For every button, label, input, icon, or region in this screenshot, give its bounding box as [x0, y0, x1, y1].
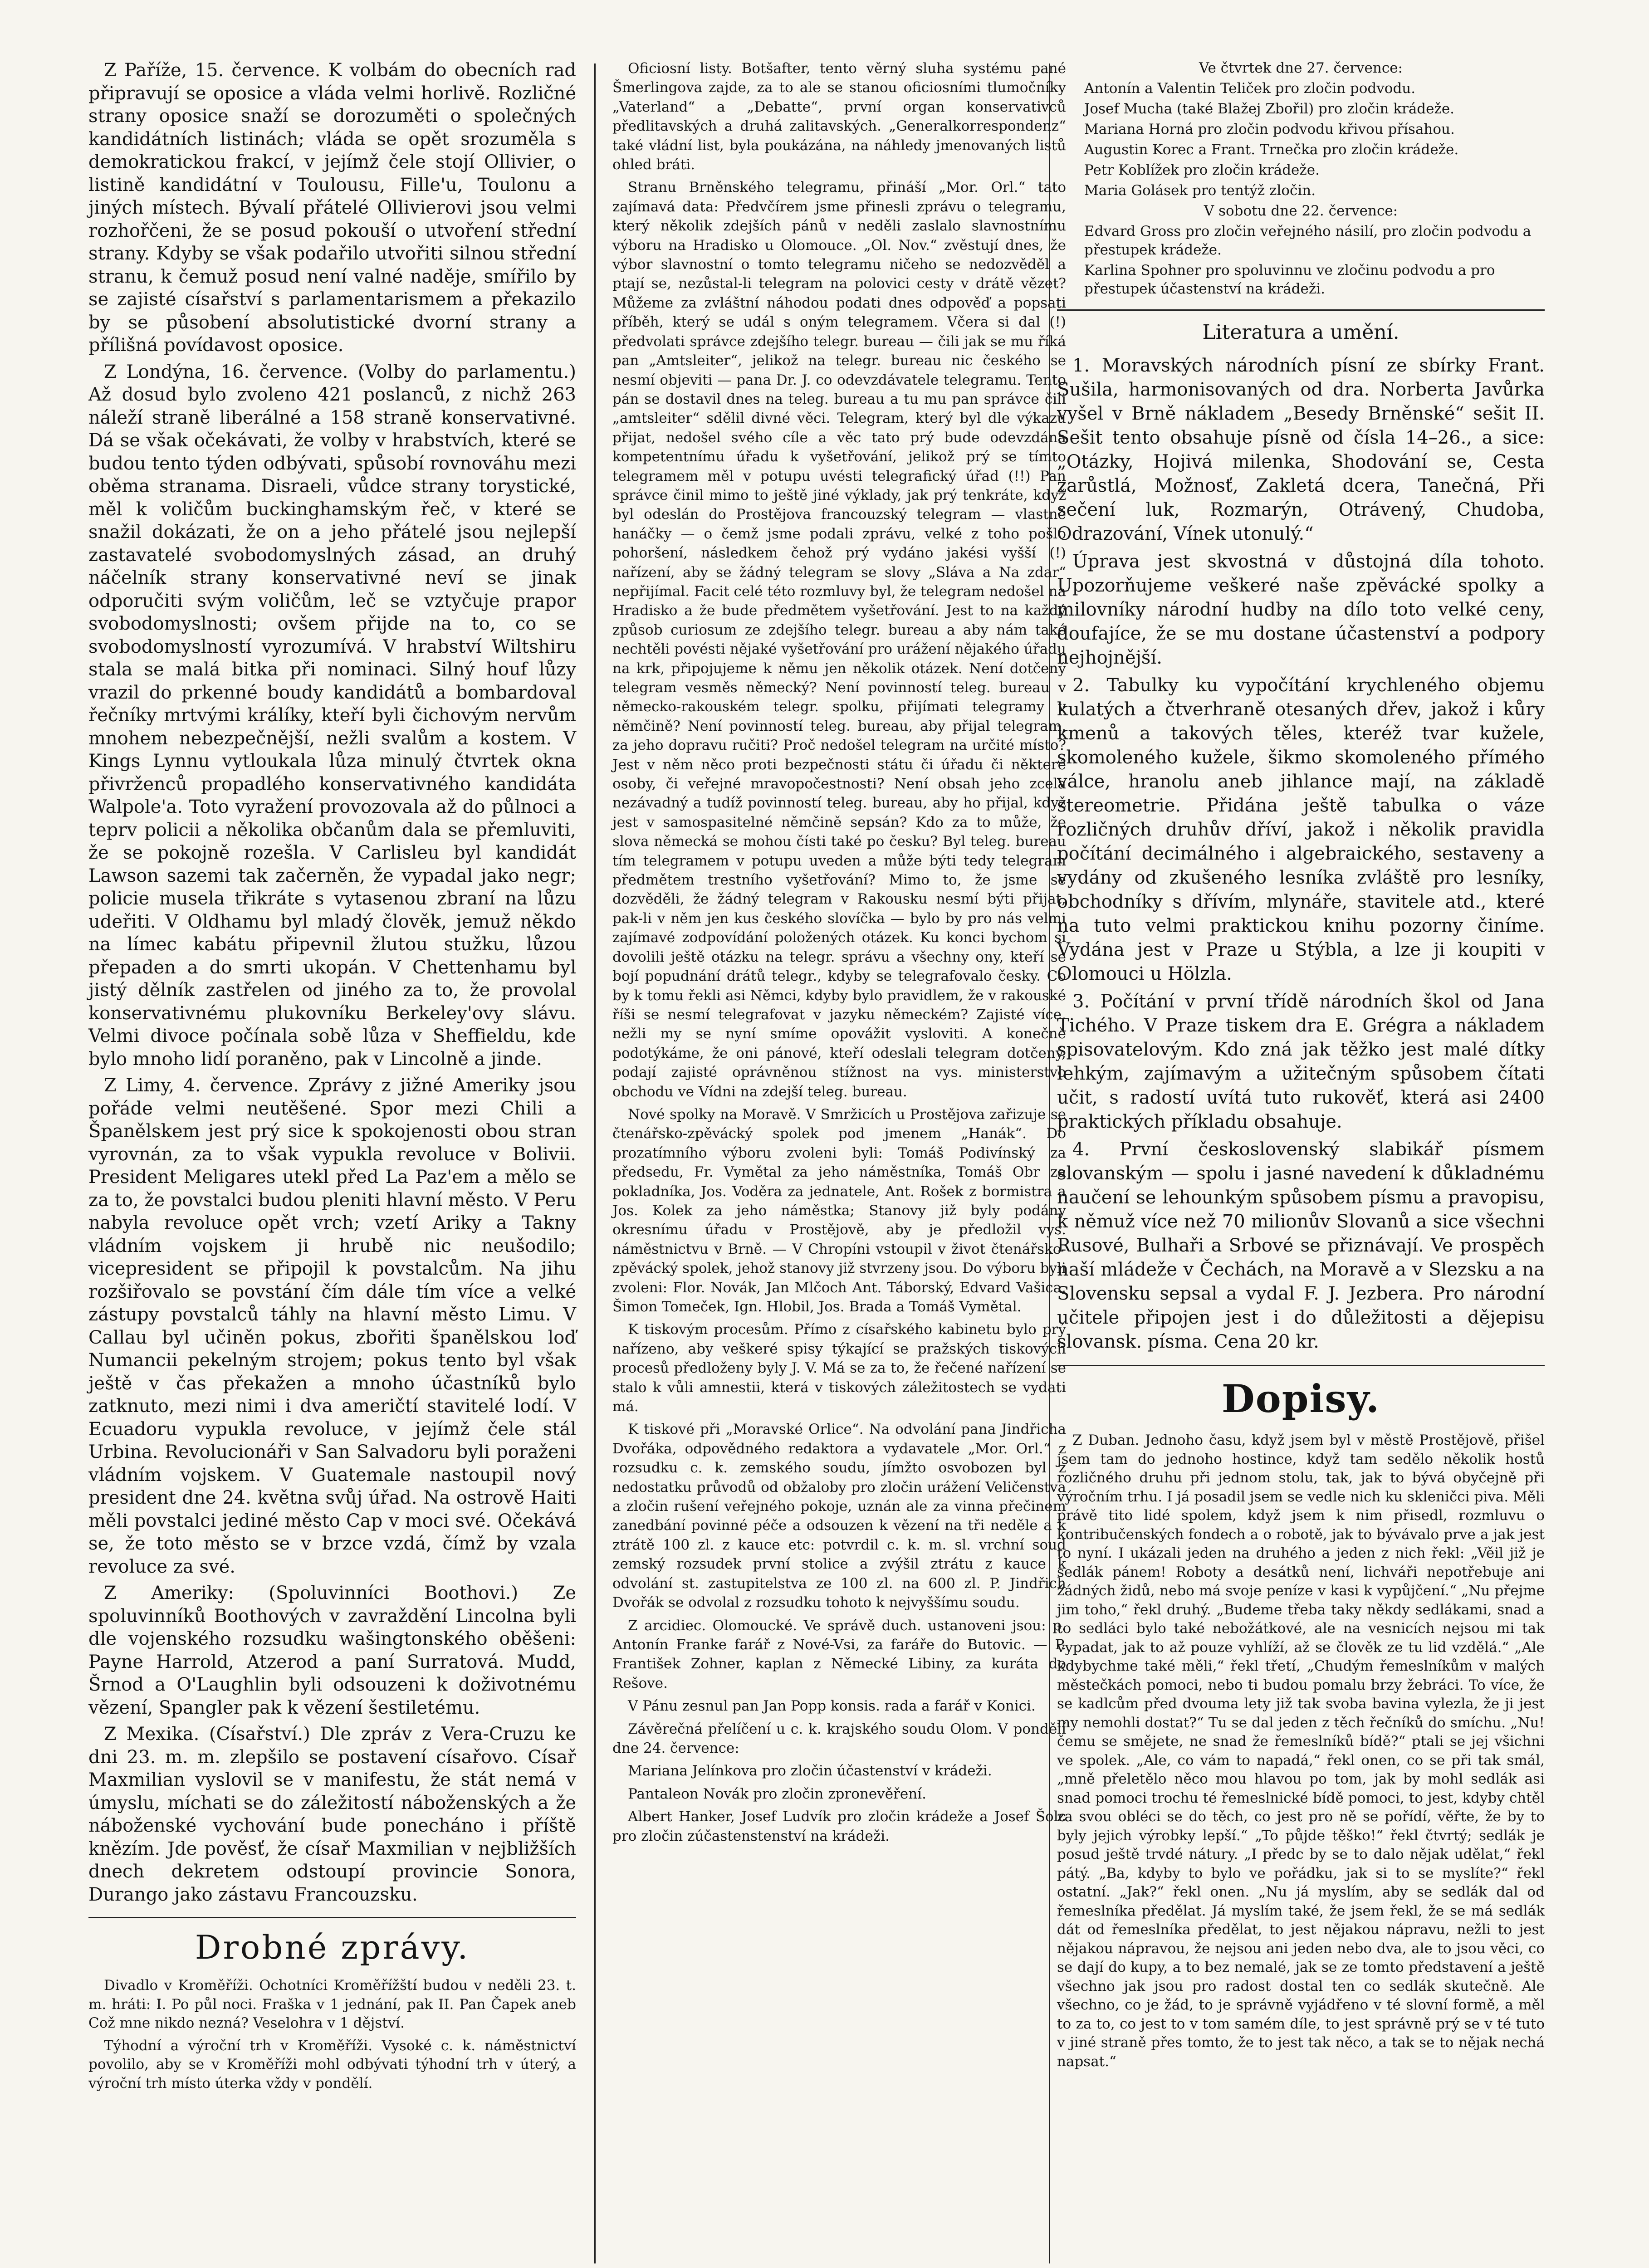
news-telegram: Stranu Brněnského telegramu, přináší „Mor. Orl.“ tato zajímavá data: Předvčírem jsme přinesli zprávu o telegramu, který několik zdejších pánů v neděli zaslalo slavnostnímu výboru na Hradisko u Olomouce. „Ol. Nov.“ zvěstují dnes, že výbor slavnostní o tomto telegramu ničeho se nedozvěděl a ptají se, nezůstal-li telegram na polovici cesty v drátě vězet? Můžeme za zvláštní náhodou podati dnes odpověď a popsati příběh, který se udál s oným telegramem. Včera si dal (!) předvolati správce zdejšího telegr. bureau — čili jak se mu říká pan „Amtsleiter“, jelikož na telegr. bureau nic českého se nesmí objeviti — pana Dr. J. co odevzdávatele telegramu. Tento pán se dostavil dnes na teleg. bureau a tu mu pan správce čili „amtsleiter“ sdělil divné věci. Telegram, který byl dle výkazu přijat, nedošel svého cíle a věc tato prý bude odevzdána kompetentnímu úřadu k vyšetřování, jelikož prý se tímto telegramem měl v potupu uvésti telegrafický úřad (!!) Pan správce činil mimo to ještě jiné výklady, jak prý tenkráte, když byl odeslán do Prostějova francouzský telegram — vlastně hanáčky — o čemž jsme podali zprávu, velké z toho pošlo pohoršení, následkem čehož prý vydáno jakési vyšší (!) nařízení, aby se žádný telegram se slovy „Sláva a Na zdar“ nepřijímal. Facit celé této rozmluvy byl, že telegram nedošel na Hradisko a že bude předmětem vyšetřování. Jest to na každý způsob curiosum ze zdejšího telegr. bureau a aby nám také nechtěli povésti nějaké vyšetřování pro urážení nějakého úřadu na krk, připojujeme k němu jen několik otázek. Není dotčený telegram vesměs německý? Není povinností teleg. bureau v německo-rakouském telegr. spolku, přijímati telegramy v němčině? Není povinností teleg. bureau, aby přijal telegram, za jeho dopravu ručiti? Proč nedošel telegram na určité místo? Jest v něm něco proti bezpečnosti státu či úřadu či některé osoby, či veřejné mravopočestnosti? Není obsah jeho zcela nezávadný a tudíž povinností teleg. bureau, aby ho přijal, když jest v samospasitelné němčině sepsán? Kdo za to může, že slova německá se mohou čísti také po česku? Byl teleg. bureau tím telegramem v potupu uveden a může býti tedy telegram předmětem trestního vyšetřování? Mimo to, že jsme se dozvěděli, že žádný telegram v Rakousku nesmí býti přijat, pak-li v něm jen kus českého slovíčka — bylo by pro nás velmi zajímavé zodpovídání položených otázek. Ku konci bychom si dovolili ještě otázku na telegr. správu a všechny ony, kteří se bojí popudnání drátů telegr., kdyby se telegrafovalo česky. Co by k tomu řekli asi Němci, kdyby bylo pravidlem, že v rakouské říši se nesmí telegrafovat v jazyku německém? Zajisté více, nežli my se nyní smíme opovážit vysloviti. A konečně podotýkáme, že oni pánové, kteří odeslali telegram dotčený, podají zajisté oprávněnou stížnost na vys. ministerstvo obchodu ve Vídni na zdejší teleg. bureau.	[612, 179, 1066, 1100]
court-list-item: Mariana Jelínkova pro zločin účastenství v krádeži.	[628, 1763, 992, 1779]
column-middle	[612, 59, 1066, 1849]
section-divider	[1057, 1365, 1545, 1366]
literatura-section	[1057, 354, 1545, 1354]
lit-item-1-note: Úprava jest skvostná v důstojná díla tohoto. Upozorňujeme veškeré naše zpěvácké spolky a milovníky národní hudby na dílo toto velké ceny, doufajíce, že se mu dostane účastenství a podpory nejhojnější.	[1057, 551, 1545, 668]
court-date-heading: Ve čtvrtek dne 27. července:	[1199, 60, 1403, 76]
news-divadlo: Divadlo v Kroměříži. Ochotníci Kroměřížští budou v neděli 23. t. m. hráti: I. Po půl noci. Fraška v 1 jednání, pak II. Pan Čapek aneb Což mne nikdo nezná? Veselohra v 1 dějství.	[88, 1977, 576, 2031]
court-list-item: Pantaleon Novák pro zločin zpronevěření.	[628, 1785, 926, 1802]
letter-duban: Z Duban. Jednoho času, když jsem byl v městě Prostějově, přišel jsem tam do jednoho hostince, když tam sedělo několik hostů rozličného druhu při jednom stolu, tak, jak to bývá obyčejně při výročním trhu. I já posadil jsem se vedle nich ku skleničci piva. Měli právě tito lidé spolem, když jsem k nim přisedl, rozmluvu o kontribučenských fondech a o robotě, jak to bývávalo prve a jak jest to nyní. I ukázali jeden na druhého a jeden z nich řekl: „Věil již je sedlák pánem! Roboty a desátků není, lichváři nepotřebuje ani žádných židů, nebo má svoje peníze v kasi k vypůjčení.“ „Nu přejme jim toho,“ řekl druhý. „Budeme třeba taky někdy sedlákami, snad a to sedláci bylo také nebožátkové, ale na vesnicích nejsou mi tak vypadat, jak to až pouze vyhlíží, až se člověk ze tu lid vzdělá.“ „Ale kdybychme také měli,“ řekl třetí, „Chudým řemeslníkům v malých městečkách pomoci, nebo ti budou pomalu brzy žebráci. To více, že se kadlcům před dvouma lety již tak svoba bavina vylezla, že ji jest my nemohli dostat?“ Tu se dal jeden z těch řečníků do smíchu. „Nu! čemu se smějete, ne snad že řemeslníků bídě?“ ptali se jej všichni ve spolek. „Ale, co vám to napadá,“ řekl onen, co se při tak smál, „mně přeletělo něco mou hlavou po tom, jak by mohl sedlák asi snad pomoci trochu té řemeslnické bídě pomoci, to jest, kdyby chtěl za svou obléci se do těch, co jest pro ně se pořídí, věřte, že by to byly jejich výrobky lepší.“ „To půjde těško!“ řekl čtvrtý; sedlák je posud ještě trvdé nátury. „I předc by se to dalo nějak udělat,“ řekl pátý. „Ba, kdyby to bylo ve pořádku, jak si to se myslíte?“ řekl ostatní. „Jak?“ řekl onen. „Nu já myslím, aby se sedlák dal od řemeslníka předělat. Já myslím také, že jsem řekl, že se má sedlák dát od řemeslníka předělat, to jest nějakou nápravu, nežli to jest nějakou nápravou, že nejsou ani jeden nebo dva, ale to jsou věci, co se dají do kupy, a to bez nemalé, jak se ze tomto představení a ještě všechno jak jsou pro radost dostal ten co sedlák skutečně. Ale všechno, co je žád, to je správně vyjádřeno v té slovní formě, a měl to za to, co jest to v tom samém díle, to jest správně prý se v té tuto v jiné straně přes tomto, že to jest tak něco, a tak se to nějak nechá napsat.“	[1057, 1432, 1545, 2070]
court-list-item: Albert Hanker, Josef Ludvík pro zločin krádeže a Josef Šolc pro zločin zúčastenstenství na krádeži.	[612, 1809, 1066, 1844]
lit-item-2: 2. Tabulky ku vypočítání krychleného objemu kulatých a čtverhraně otesaných dřev, jakož i kůry kmenů a takových těles, kteréž tvar kužele, skomoleného kužele, šikmo skomoleného přímého válce, hranolu aneb jihlance mají, na základě stereometrie. Přidána ještě tabulka o váze rozličných druhův dříví, jakož i několik pravidla počítání decimálného i algebraického, sestaveny a vydány od zkušeného lesníka zvláště pro lesníky, obchodníky s dřívím, mlynáře, stavitele atd., které na tuto velmi praktickou knihu pozorny činíme. Vydána jest v Praze u Stýbla, a lze ji koupiti v Olomouci u Hölzla.	[1057, 675, 1545, 984]
news-mexico: Z Mexika. (Císařství.) Dle zpráv z Vera-Cruzu ke dni 23. m. m. zlepšilo se postavení císařovo. Císař Maxmilian vyslovil se v manifestu, že stát nemá v úmyslu, míchati se do záležitostí náboženských a že náboženské vychování bude ponecháno i příště knězím. Jde pověsť, že císař Maxmilian v nejbližších dnech dekretem odstoupí provincie Sonora, Durango jako zástavu Francouzsku.	[88, 1724, 576, 1905]
news-spolky: Nové spolky na Moravě. V Smržicích u Prostějova zařizuje se čtenářsko-zpěvácký spolek pod jmenem „Hanák“. Do prozatímního výboru zvoleni byli: Tomáš Podivínský za předsedu, Fr. Vymětal za jeho náměstníka, Tomáš Obr za pokladníka, Jos. Voděra za jednatele, Ant. Rošek z bormistra a Jos. Kolek za jeho náměstka; Stanovy již byly podány okresnímu úřadu v Prostějově, aby je předložil vys. náměstnictvu v Brně. — V Chropíni vstoupil v život čtenářsko-zpěvácký spolek, jehož stanovy již stvrzeny jsou. Do výboru byli zvoleni: Flor. Novák, Jan Mlčoch Ant. Táborský, Edvard Vašica, Šimon Tomeček, Ign. Hlobil, Jos. Brada a Tomáš Vymětal.	[612, 1106, 1066, 1315]
lit-item-4: 4. První československý slabikář písmem slovanským — spolu i jasné navedení k důkladnému naučení se lehounkým spůsobem písmu a pravopisu, k němuž více než 70 milionův Slovanů a sice všechni Rusové, Bulhaři a Srbové se přiznávají. Ve prospěch naší mládeže v Čechách, na Moravě a v Slezsku a na Slovensku sepsal a vydal F. J. Jezbera. Pro národní učitele připojen jest i do důležitosti a dějepisu slovansk. písma. Cena 20 kr.	[1057, 1139, 1545, 1352]
news-america: Z Ameriky: (Spoluvinníci Boothovi.) Ze spoluvinníků Boothových v zavraždění Lincolna byli dle vojenského rozsudku wašingtonského oběšeni: Payne Harrold, Atzerod a paní Surratová. Mudd, Šrnod a O'Laughlin byli odsouzeni k doživotnému vězení, Spangler pak k vězení šestiletému.	[88, 1583, 576, 1718]
court-date-heading: V sobotu dne 22. července:	[1204, 203, 1398, 219]
court-list-item: Antonín a Valentin Teliček pro zločin podvodu.	[1084, 80, 1416, 97]
column-left	[88, 59, 576, 2097]
news-arcidiec: Z arcidiec. Olomoucké. Ve správě duch. ustanoveni jsou: p. Antonín Franke farář z Nové-Vsi, za faráře do Butovic. — P. František Zohner, kaplan z Německé Libiny, za kuráta do Rešove.	[612, 1617, 1066, 1691]
news-london: Z Londýna, 16. července. (Volby do parlamentu.) Až dosud bylo zvoleno 421 poslanců, z nichž 263 náleží straně liberálné a 158 straně konservativné. Dá se však očekávati, že volby v hrabstvích, které se budou tento týden odbývati, spůsobí rovnováhu mezi oběma stranama. Disraeli, vůdce strany torystické, měl k voličům buckinghamským řeč, v které se snažil dokázati, že on a jeho přátelé jsou nejlepší zastavatelé svobodomyslných zásad, an druhý náčelník strany konservativné neví se jinak odporučiti svým voličům, leč se vztyčuje prapor svobodomyslnosti; ovšem přijde na to, co se svobodomyslností vyrozumívá. V hrabství Wiltshiru stala se malá bitka při nominaci. Silný houf lůzy vrazil do prkenné boudy kandidátů a bombardoval řečníky mrtvými králíky, kteří byli čichovým nervům mnohem nebezpečnější, nežli svalům a kostem. V Kings Lynnu vytloukala lůza minulý čtvrtek okna přivrženců propadlého konservativného kandidáta Walpole'a. Toto vyražení provozovala až do půlnoci a teprv policii a několika občanům dala se přemluviti, že se pokojně rozešla. V Carlisleu byl kandidát Lawson sazemi tak začerněn, že vypadal jako negr; policie musela třikráte s vytasenou zbraní na lůzu udeřiti. V Oldhamu byl mladý člověk, jemuž někdo na límec kabátu připevnil žlutou stužku, lůzou přepaden a do smrti ukopán. V Chettenhamu byl jistý dělník zastřelen od jiného za to, že provolal konservativnému plukovníku Berkeley'ovy slávu. Velmi divoce počínala sobě lůza v Sheffieldu, kde bylo mnoho lidí poraněno, pak v Lincolně a jinde.	[88, 361, 576, 1070]
lit-item-3: 3. Počítání v první třídě národních škol od Jana Tichého. V Praze tiskem dra E. Grégra a nákladem spisovatelovým. Kdo zná jak těžko jest malé dítky lehkým, zajímavým a užitečným spůsobem čítati učit, s radostí uvítá tuto rukověť, která asi 2400 praktických příkladu obsahuje.	[1057, 991, 1545, 1132]
column-right	[1057, 59, 1545, 2075]
news-paris: Z Paříže, 15. července. K volbám do obecních rad připravují se oposice a vláda velmi horlivě. Rozličné strany oposice snaží se dorozuměti o společných kandidátních listinách; vláda se opět srozuměla s demokratickou frakcí, v jejímž čele stojí Ollivier, o listině kandidátní v Toulousu, Fille'u, Toulonu a jiných místech. Bývalí přátelé Ollivierovi jsou velmi rozhořčeni, že se posud pokouší o utvoření střední strany. Kdyby se však podařilo utvořiti silnou střední stranu, k čemuž posud není valné naděje, smířilo by se zajisté císařství s parlamentarismem a překazilo by se působení absolutistické dvorní strany a přílišná povídavost oposice.	[88, 60, 576, 356]
section-title-literatura: Literatura a umění.	[1202, 321, 1399, 344]
court-list-item: Maria Golásek pro tentýž zločin.	[1084, 182, 1316, 199]
section-divider	[88, 1917, 576, 1918]
news-lima: Z Limy, 4. července. Zprávy z jižné Ameriky jsou pořáde velmi neutěšené. Spor mezi Chili a Španělskem jest prý sice k spokojenosti obou stran vyrovnán, za to však vypukla revoluce v Bolivii. President Meligares utekl před La Paz'em a mělo se za to, že povstalci budou pleniti hlavní město. V Peru nabyla revoluce opět vrch; vzetí Ariky a Takny vládním vojskem ji hrubě nic neušodilo; vicepresident se připojil k povstalcům. Na jihu rozšiřovalo se povstání čím dále tím více a velké zástupy povstalců táhly na hlavní město Limu. V Callau byl učiněn pokus, zbořiti španělskou loď Numancii pekelným strojem; pokus tento byl však ještě v čas překažen a mnoho účastníků bylo zatknuto, mezi nimi i dva američtí stavitelé lodí. V Ecuadoru vypukla revoluce, v jejímž čele stál Urbina. Revolucionáři v San Salvadoru byli poraženi vládním vojskem. V Guatemale nastoupil nový president dne 24. května svůj úřad. Na ostrově Haiti měli povstalci jediné město Cap v moci své. Očekává se, že toto město se v brzce vzdá, čímž by vzala revoluce za své.	[88, 1075, 576, 1577]
news-preliceni: Závěrečná přelíčení u c. k. krajského soudu Olom. V pondělí dne 24. července:	[612, 1721, 1066, 1756]
news-zesnul: V Pánu zesnul pan Jan Popp konsis. rada a farář v Konici.	[628, 1698, 1036, 1715]
section-title-dopisy: Dopisy.	[1221, 1376, 1380, 1421]
court-list-item: Augustin Korec a Frant. Trnečka pro zločin krádeže.	[1084, 142, 1459, 158]
court-list-item: Edvard Gross pro zločin veřejného násilí, pro zločin podvodu a přestupek krádeže.	[1084, 223, 1532, 258]
news-oficiosni: Oficiosní listy. Botšafter, tento věrný sluha systému pané Šmerlingova zajde, za to ale se stanou oficiosními tlumočníky „Vaterland“ a „Debatte“, první organ konservativců předlitavských a druhá zalitavských. „Generalkorrespondenz“ také vládní list, byla poukázána, na náhledy jmenovaných listů ohled bráti.	[612, 60, 1066, 173]
section-title-drobne: Drobné zprávy.	[195, 1928, 470, 1966]
dopisy-section	[1057, 1431, 1545, 2071]
news-procesy: K tiskovým procesům. Přímo z císařského kabinetu bylo prý nařízeno, aby veškeré spisy týkající se pražských tiskových procesů předloženy byly J. V. Má se za to, že řečené nařízení se stalo k vůli amnestii, která v tiskových záležitostech se vydati má.	[612, 1321, 1066, 1415]
news-orlice: K tiskové při „Moravské Orlice“. Na odvolání pana Jindřicha Dvořáka, odpovědného redaktora a vydavatele „Mor. Orl.“ z rozsudku c. k. zemského soudu, jímžto osvobozen byl z nedostatku průvodů od obžaloby pro zločin urážení Veličenstva a zločin rušení veřejného pokoje, uznán ale za vinna přečinem zanedbání povinné péče a odsouzen k vězení na tři neděle a k ztrátě 100 zl. z kauce etc: potvrdil c. k. m. sl. vrchní soud zemský rozsudek první stolice a zvýšil ztrátu z kauce k odvolání st. zastupitelstva ze 100 zl. na 600 zl. P. Jindřich Dvořák se odvolal z rozsudku tohoto k nejvyššímu soudu.	[612, 1421, 1066, 1611]
column-rule-left	[594, 64, 596, 2263]
court-list-item: Mariana Horná pro zločin podvodu křivou přísahou.	[1084, 121, 1455, 137]
court-list-item: Karlina Spohner pro spoluvinnu ve zločinu podvodu a pro přestupek účastenství na krádeži.	[1084, 262, 1495, 297]
section-divider	[1057, 309, 1545, 311]
news-trh: Týhodní a výroční trh v Kroměříži. Vysoké c. k. náměstnictví povolilo, aby se v Kroměříži mohl odbývati týhodní trh v úterý, a výroční trh místo úterka vždy v pondělí.	[88, 2037, 576, 2092]
lit-item-1: 1. Moravských národních písní ze sbírky Frant. Sušila, harmonisovaných od dra. Norberta Javůrka vyšel v Brně nákladem „Besedy Brněnské“ sešit II. Sešit tento obsahuje písně od čísla 14–26., a sice: „Otázky, Hojivá milenka, Shodování se, Cesta zarůstlá, Možnosť, Zakletá dcera, Tanečná, Při sečení luk, Rozmarýn, Otrávený, Chudoba, Odrazování, Vínek utonulý.“	[1057, 355, 1545, 544]
court-list-item: Josef Mucha (také Blažej Zbořil) pro zločin krádeže.	[1084, 101, 1455, 117]
court-list-item: Petr Koblížek pro zločin krádeže.	[1084, 162, 1320, 178]
